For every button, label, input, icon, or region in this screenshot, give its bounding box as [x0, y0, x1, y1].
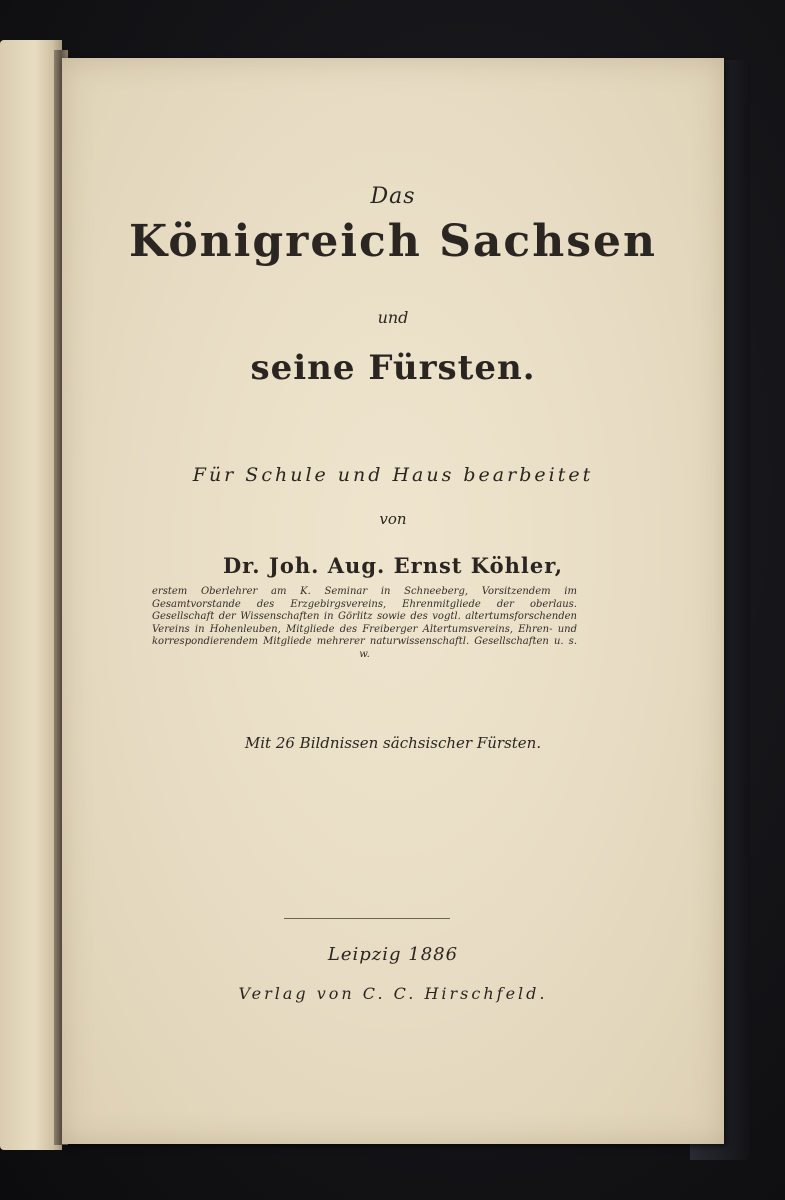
- place-and-year: Leipzig 1886: [327, 944, 459, 965]
- divider-rule: [284, 918, 450, 919]
- title-page: [62, 58, 724, 1144]
- title-page-content: [62, 58, 724, 1144]
- by-line: von: [379, 510, 407, 528]
- title-conjunction: und: [377, 308, 409, 327]
- author-name: Dr. Joh. Aug. Ernst Köhler,: [222, 553, 564, 578]
- publisher: Verlag von C. C. Hirschfeld.: [238, 984, 548, 1003]
- left-page-edge: [0, 40, 62, 1150]
- title-article: Das: [370, 184, 416, 209]
- illustrations-note: Mit 26 Bildnissen sächsischer Fürsten.: [244, 734, 542, 752]
- author-credentials: erstem Oberlehrer am K. Seminar in Schneeberg, Vorsitzendem im Gesamtvorstande des Erzgebirgsvereins, Ehrenmitgliede der oberlaus. Gesellschaft der Wissenschaften in Görlitz sowie des vogtl. altertumsforschenden Vereins in Hohenleuben, Mitgliede des Freiberger Altertumsvereins, Ehren- und korrespondierendem Mitgliede mehrerer naturwissenschaftl. Gesellschaften u. s. w.: [152, 586, 577, 660]
- book-title: Königreich Sachsen: [129, 216, 657, 267]
- book-title-line2: seine Fürsten.: [250, 348, 536, 388]
- subtitle: Für Schule und Haus bearbeitet: [192, 464, 594, 486]
